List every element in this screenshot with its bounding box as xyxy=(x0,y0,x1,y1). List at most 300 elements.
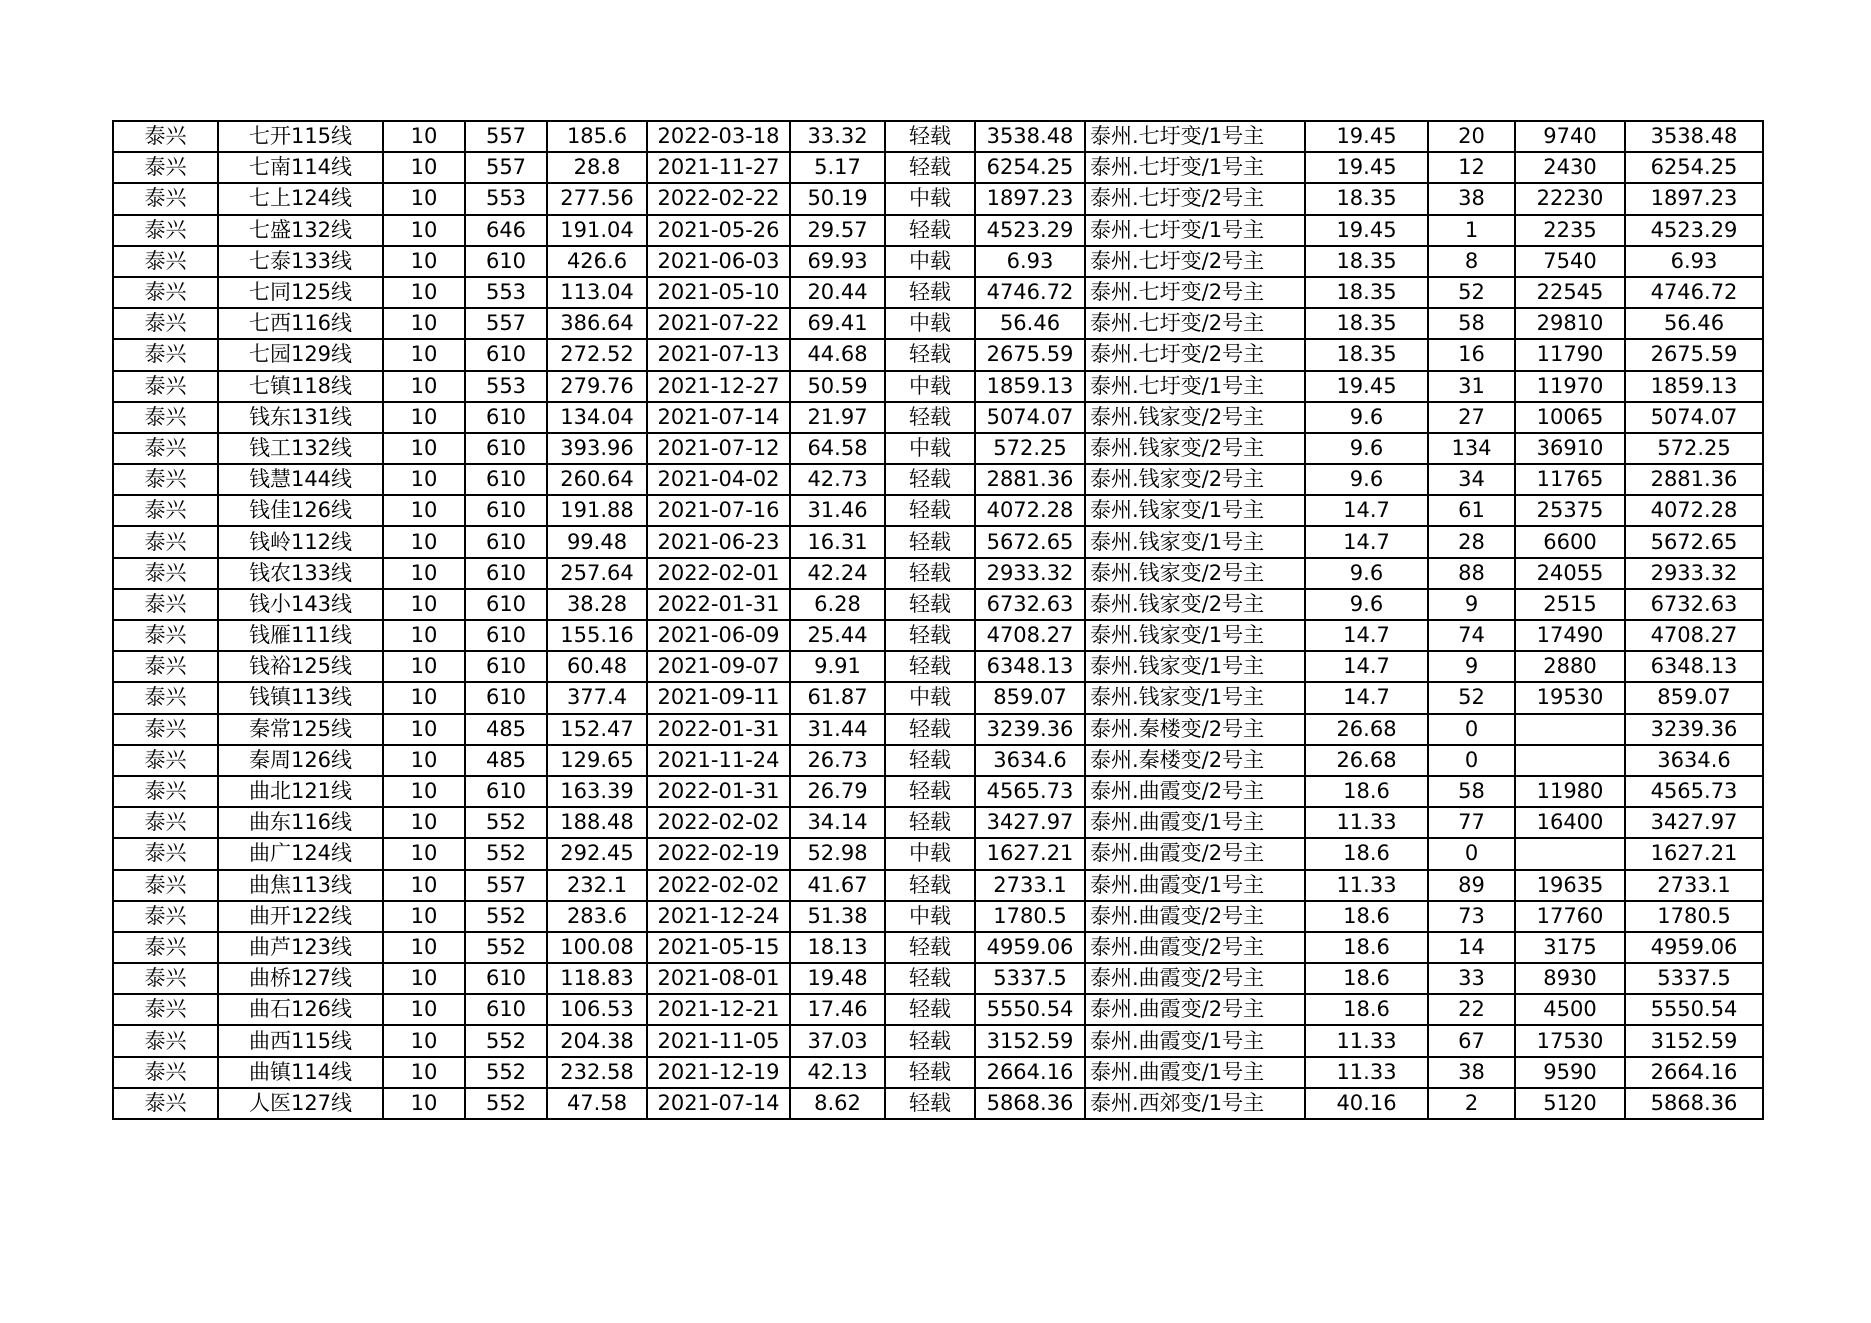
available-capacity-cell: 859.07 xyxy=(975,682,1085,713)
table-row xyxy=(113,1088,1763,1119)
transformer-load-rate-cell: 26.68 xyxy=(1305,745,1428,776)
margin-cell: 2733.1 xyxy=(1625,870,1763,901)
substation-transformer-cell: 泰州.七圩变/2号主 xyxy=(1085,277,1305,308)
margin-cell: 2933.32 xyxy=(1625,558,1763,589)
substation-transformer-cell: 泰州.钱家变/1号主 xyxy=(1085,495,1305,526)
line-name-cell: 曲焦113线 xyxy=(218,870,383,901)
transformer-load-rate-cell: 9.6 xyxy=(1305,558,1428,589)
load-rate-cell: 18.13 xyxy=(790,932,885,963)
date-cell: 2022-02-19 xyxy=(647,838,790,869)
load-status-cell: 中载 xyxy=(885,433,975,464)
load-rate-cell: 19.48 xyxy=(790,963,885,994)
table-row xyxy=(113,745,1763,776)
rated-current-cell: 610 xyxy=(465,776,547,807)
date-cell: 2022-01-31 xyxy=(647,776,790,807)
transformer-load-rate-cell: 19.45 xyxy=(1305,215,1428,246)
load-status-cell: 轻载 xyxy=(885,152,975,183)
substation-transformer-cell: 泰州.七圩变/1号主 xyxy=(1085,152,1305,183)
rated-current-cell: 552 xyxy=(465,932,547,963)
available-capacity-cell: 5550.54 xyxy=(975,994,1085,1025)
transformer-load-rate-cell: 9.6 xyxy=(1305,589,1428,620)
table-row xyxy=(113,870,1763,901)
load-rate-cell: 26.73 xyxy=(790,745,885,776)
load-rate-cell: 42.13 xyxy=(790,1057,885,1088)
line-name-cell: 曲芦123线 xyxy=(218,932,383,963)
line-name-cell: 人医127线 xyxy=(218,1088,383,1119)
substation-transformer-cell: 泰州.钱家变/1号主 xyxy=(1085,651,1305,682)
available-capacity-cell: 1627.21 xyxy=(975,838,1085,869)
transformer-load-rate-cell: 18.35 xyxy=(1305,277,1428,308)
load-status-cell: 轻载 xyxy=(885,464,975,495)
substation-transformer-cell: 泰州.西郊变/1号主 xyxy=(1085,1088,1305,1119)
load-status-cell: 中载 xyxy=(885,838,975,869)
line-name-cell: 七开115线 xyxy=(218,121,383,152)
max-current-cell: 47.58 xyxy=(547,1088,647,1119)
count-cell: 31 xyxy=(1428,371,1515,402)
margin-cell: 1897.23 xyxy=(1625,183,1763,214)
max-current-cell: 134.04 xyxy=(547,402,647,433)
rated-current-cell: 552 xyxy=(465,807,547,838)
line-name-cell: 曲西115线 xyxy=(218,1025,383,1056)
count-cell: 58 xyxy=(1428,776,1515,807)
load-rate-cell: 6.28 xyxy=(790,589,885,620)
table-row xyxy=(113,277,1763,308)
table-row xyxy=(113,402,1763,433)
date-cell: 2021-12-27 xyxy=(647,371,790,402)
line-name-cell: 曲镇114线 xyxy=(218,1057,383,1088)
load-status-cell: 轻载 xyxy=(885,558,975,589)
load-rate-cell: 69.41 xyxy=(790,308,885,339)
count-cell: 27 xyxy=(1428,402,1515,433)
county-cell: 泰兴 xyxy=(113,994,218,1025)
available-capacity-cell: 3538.48 xyxy=(975,121,1085,152)
capacity-cell: 22230 xyxy=(1515,183,1625,214)
count-cell: 14 xyxy=(1428,932,1515,963)
load-rate-cell: 42.24 xyxy=(790,558,885,589)
margin-cell: 5550.54 xyxy=(1625,994,1763,1025)
capacity-cell: 11980 xyxy=(1515,776,1625,807)
margin-cell: 2881.36 xyxy=(1625,464,1763,495)
rated-current-cell: 610 xyxy=(465,464,547,495)
capacity-cell: 3175 xyxy=(1515,932,1625,963)
capacity-cell: 9740 xyxy=(1515,121,1625,152)
substation-transformer-cell: 泰州.钱家变/1号主 xyxy=(1085,526,1305,557)
count-cell: 20 xyxy=(1428,121,1515,152)
county-cell: 泰兴 xyxy=(113,433,218,464)
available-capacity-cell: 4565.73 xyxy=(975,776,1085,807)
table-row xyxy=(113,558,1763,589)
margin-cell: 56.46 xyxy=(1625,308,1763,339)
substation-transformer-cell: 泰州.曲霞变/2号主 xyxy=(1085,776,1305,807)
table-row xyxy=(113,994,1763,1025)
voltage-cell: 10 xyxy=(383,371,465,402)
load-status-cell: 轻载 xyxy=(885,339,975,370)
margin-cell: 3538.48 xyxy=(1625,121,1763,152)
line-name-cell: 钱农133线 xyxy=(218,558,383,589)
available-capacity-cell: 4072.28 xyxy=(975,495,1085,526)
max-current-cell: 155.16 xyxy=(547,620,647,651)
available-capacity-cell: 6254.25 xyxy=(975,152,1085,183)
substation-transformer-cell: 泰州.七圩变/2号主 xyxy=(1085,246,1305,277)
max-current-cell: 106.53 xyxy=(547,994,647,1025)
voltage-cell: 10 xyxy=(383,183,465,214)
rated-current-cell: 610 xyxy=(465,402,547,433)
date-cell: 2021-05-10 xyxy=(647,277,790,308)
rated-current-cell: 610 xyxy=(465,495,547,526)
date-cell: 2021-07-12 xyxy=(647,433,790,464)
load-rate-cell: 5.17 xyxy=(790,152,885,183)
margin-cell: 6348.13 xyxy=(1625,651,1763,682)
rated-current-cell: 552 xyxy=(465,901,547,932)
max-current-cell: 272.52 xyxy=(547,339,647,370)
count-cell: 12 xyxy=(1428,152,1515,183)
date-cell: 2022-02-02 xyxy=(647,807,790,838)
line-name-cell: 曲东116线 xyxy=(218,807,383,838)
margin-cell: 3634.6 xyxy=(1625,745,1763,776)
table-row xyxy=(113,1025,1763,1056)
available-capacity-cell: 2733.1 xyxy=(975,870,1085,901)
table-row xyxy=(113,339,1763,370)
county-cell: 泰兴 xyxy=(113,308,218,339)
available-capacity-cell: 4523.29 xyxy=(975,215,1085,246)
available-capacity-cell: 6732.63 xyxy=(975,589,1085,620)
capacity-cell: 8930 xyxy=(1515,963,1625,994)
load-status-cell: 轻载 xyxy=(885,620,975,651)
rated-current-cell: 552 xyxy=(465,1057,547,1088)
date-cell: 2021-06-03 xyxy=(647,246,790,277)
table-row xyxy=(113,433,1763,464)
count-cell: 22 xyxy=(1428,994,1515,1025)
line-name-cell: 钱小143线 xyxy=(218,589,383,620)
county-cell: 泰兴 xyxy=(113,339,218,370)
rated-current-cell: 610 xyxy=(465,558,547,589)
county-cell: 泰兴 xyxy=(113,121,218,152)
county-cell: 泰兴 xyxy=(113,682,218,713)
capacity-cell: 17530 xyxy=(1515,1025,1625,1056)
transformer-load-rate-cell: 14.7 xyxy=(1305,495,1428,526)
county-cell: 泰兴 xyxy=(113,277,218,308)
date-cell: 2021-06-09 xyxy=(647,620,790,651)
margin-cell: 6.93 xyxy=(1625,246,1763,277)
table-row xyxy=(113,932,1763,963)
substation-transformer-cell: 泰州.七圩变/2号主 xyxy=(1085,339,1305,370)
date-cell: 2021-07-16 xyxy=(647,495,790,526)
max-current-cell: 100.08 xyxy=(547,932,647,963)
transformer-load-rate-cell: 18.35 xyxy=(1305,246,1428,277)
rated-current-cell: 557 xyxy=(465,121,547,152)
rated-current-cell: 552 xyxy=(465,1025,547,1056)
county-cell: 泰兴 xyxy=(113,246,218,277)
max-current-cell: 113.04 xyxy=(547,277,647,308)
load-status-cell: 轻载 xyxy=(885,651,975,682)
line-name-cell: 七上124线 xyxy=(218,183,383,214)
count-cell: 52 xyxy=(1428,682,1515,713)
voltage-cell: 10 xyxy=(383,464,465,495)
table-row xyxy=(113,776,1763,807)
available-capacity-cell: 5868.36 xyxy=(975,1088,1085,1119)
voltage-cell: 10 xyxy=(383,1025,465,1056)
date-cell: 2021-11-24 xyxy=(647,745,790,776)
load-status-cell: 轻载 xyxy=(885,1057,975,1088)
county-cell: 泰兴 xyxy=(113,1025,218,1056)
county-cell: 泰兴 xyxy=(113,807,218,838)
margin-cell: 4959.06 xyxy=(1625,932,1763,963)
capacity-cell: 22545 xyxy=(1515,277,1625,308)
load-status-cell: 轻载 xyxy=(885,121,975,152)
table-row xyxy=(113,308,1763,339)
load-rate-cell: 69.93 xyxy=(790,246,885,277)
load-status-cell: 轻载 xyxy=(885,932,975,963)
margin-cell: 859.07 xyxy=(1625,682,1763,713)
table-row xyxy=(113,620,1763,651)
table-row xyxy=(113,152,1763,183)
load-rate-cell: 21.97 xyxy=(790,402,885,433)
margin-cell: 6254.25 xyxy=(1625,152,1763,183)
voltage-cell: 10 xyxy=(383,246,465,277)
table-row xyxy=(113,682,1763,713)
county-cell: 泰兴 xyxy=(113,714,218,745)
voltage-cell: 10 xyxy=(383,620,465,651)
transformer-load-rate-cell: 18.6 xyxy=(1305,994,1428,1025)
load-rate-cell: 17.46 xyxy=(790,994,885,1025)
max-current-cell: 118.83 xyxy=(547,963,647,994)
voltage-cell: 10 xyxy=(383,339,465,370)
count-cell: 2 xyxy=(1428,1088,1515,1119)
substation-transformer-cell: 泰州.曲霞变/2号主 xyxy=(1085,932,1305,963)
voltage-cell: 10 xyxy=(383,526,465,557)
margin-cell: 4072.28 xyxy=(1625,495,1763,526)
available-capacity-cell: 4959.06 xyxy=(975,932,1085,963)
max-current-cell: 277.56 xyxy=(547,183,647,214)
load-rate-cell: 31.44 xyxy=(790,714,885,745)
load-status-cell: 中载 xyxy=(885,682,975,713)
available-capacity-cell: 3152.59 xyxy=(975,1025,1085,1056)
county-cell: 泰兴 xyxy=(113,402,218,433)
max-current-cell: 185.6 xyxy=(547,121,647,152)
rated-current-cell: 485 xyxy=(465,745,547,776)
voltage-cell: 10 xyxy=(383,932,465,963)
load-rate-cell: 33.32 xyxy=(790,121,885,152)
transformer-load-rate-cell: 11.33 xyxy=(1305,870,1428,901)
county-cell: 泰兴 xyxy=(113,963,218,994)
transformer-load-rate-cell: 11.33 xyxy=(1305,1025,1428,1056)
date-cell: 2021-08-01 xyxy=(647,963,790,994)
count-cell: 77 xyxy=(1428,807,1515,838)
load-status-cell: 中载 xyxy=(885,371,975,402)
voltage-cell: 10 xyxy=(383,402,465,433)
max-current-cell: 204.38 xyxy=(547,1025,647,1056)
table-body xyxy=(113,121,1763,1119)
substation-transformer-cell: 泰州.钱家变/2号主 xyxy=(1085,402,1305,433)
data-table xyxy=(112,120,1764,1120)
county-cell: 泰兴 xyxy=(113,620,218,651)
line-name-cell: 钱佳126线 xyxy=(218,495,383,526)
capacity-cell: 19635 xyxy=(1515,870,1625,901)
margin-cell: 3427.97 xyxy=(1625,807,1763,838)
voltage-cell: 10 xyxy=(383,745,465,776)
load-rate-cell: 51.38 xyxy=(790,901,885,932)
load-rate-cell: 26.79 xyxy=(790,776,885,807)
rated-current-cell: 646 xyxy=(465,215,547,246)
substation-transformer-cell: 泰州.曲霞变/1号主 xyxy=(1085,870,1305,901)
table-row xyxy=(113,246,1763,277)
line-name-cell: 曲桥127线 xyxy=(218,963,383,994)
voltage-cell: 10 xyxy=(383,1057,465,1088)
margin-cell: 3152.59 xyxy=(1625,1025,1763,1056)
max-current-cell: 188.48 xyxy=(547,807,647,838)
voltage-cell: 10 xyxy=(383,838,465,869)
transformer-load-rate-cell: 9.6 xyxy=(1305,402,1428,433)
date-cell: 2022-01-31 xyxy=(647,589,790,620)
count-cell: 8 xyxy=(1428,246,1515,277)
substation-transformer-cell: 泰州.钱家变/2号主 xyxy=(1085,464,1305,495)
load-status-cell: 轻载 xyxy=(885,745,975,776)
county-cell: 泰兴 xyxy=(113,558,218,589)
capacity-cell xyxy=(1515,838,1625,869)
table-row xyxy=(113,183,1763,214)
rated-current-cell: 553 xyxy=(465,371,547,402)
substation-transformer-cell: 泰州.曲霞变/2号主 xyxy=(1085,838,1305,869)
rated-current-cell: 553 xyxy=(465,277,547,308)
voltage-cell: 10 xyxy=(383,963,465,994)
load-status-cell: 轻载 xyxy=(885,994,975,1025)
capacity-cell: 17760 xyxy=(1515,901,1625,932)
line-name-cell: 七同125线 xyxy=(218,277,383,308)
date-cell: 2022-02-01 xyxy=(647,558,790,589)
available-capacity-cell: 6.93 xyxy=(975,246,1085,277)
substation-transformer-cell: 泰州.钱家变/1号主 xyxy=(1085,682,1305,713)
count-cell: 38 xyxy=(1428,183,1515,214)
available-capacity-cell: 572.25 xyxy=(975,433,1085,464)
capacity-cell: 11790 xyxy=(1515,339,1625,370)
load-status-cell: 轻载 xyxy=(885,495,975,526)
date-cell: 2022-03-18 xyxy=(647,121,790,152)
county-cell: 泰兴 xyxy=(113,1057,218,1088)
county-cell: 泰兴 xyxy=(113,932,218,963)
load-rate-cell: 29.57 xyxy=(790,215,885,246)
margin-cell: 1627.21 xyxy=(1625,838,1763,869)
table-row xyxy=(113,215,1763,246)
voltage-cell: 10 xyxy=(383,682,465,713)
table-row xyxy=(113,495,1763,526)
count-cell: 0 xyxy=(1428,745,1515,776)
voltage-cell: 10 xyxy=(383,495,465,526)
voltage-cell: 10 xyxy=(383,870,465,901)
capacity-cell: 16400 xyxy=(1515,807,1625,838)
max-current-cell: 260.64 xyxy=(547,464,647,495)
max-current-cell: 38.28 xyxy=(547,589,647,620)
available-capacity-cell: 2664.16 xyxy=(975,1057,1085,1088)
load-status-cell: 轻载 xyxy=(885,526,975,557)
rated-current-cell: 610 xyxy=(465,994,547,1025)
line-name-cell: 钱慧144线 xyxy=(218,464,383,495)
voltage-cell: 10 xyxy=(383,558,465,589)
rated-current-cell: 553 xyxy=(465,183,547,214)
rated-current-cell: 552 xyxy=(465,838,547,869)
margin-cell: 2675.59 xyxy=(1625,339,1763,370)
available-capacity-cell: 1780.5 xyxy=(975,901,1085,932)
line-name-cell: 曲开122线 xyxy=(218,901,383,932)
count-cell: 33 xyxy=(1428,963,1515,994)
date-cell: 2021-05-26 xyxy=(647,215,790,246)
line-name-cell: 钱岭112线 xyxy=(218,526,383,557)
count-cell: 9 xyxy=(1428,651,1515,682)
load-status-cell: 轻载 xyxy=(885,277,975,308)
substation-transformer-cell: 泰州.曲霞变/2号主 xyxy=(1085,963,1305,994)
capacity-cell: 17490 xyxy=(1515,620,1625,651)
available-capacity-cell: 56.46 xyxy=(975,308,1085,339)
rated-current-cell: 610 xyxy=(465,620,547,651)
line-name-cell: 秦常125线 xyxy=(218,714,383,745)
transformer-load-rate-cell: 18.6 xyxy=(1305,838,1428,869)
county-cell: 泰兴 xyxy=(113,215,218,246)
transformer-load-rate-cell: 11.33 xyxy=(1305,807,1428,838)
max-current-cell: 129.65 xyxy=(547,745,647,776)
load-status-cell: 轻载 xyxy=(885,1088,975,1119)
available-capacity-cell: 3634.6 xyxy=(975,745,1085,776)
transformer-load-rate-cell: 18.35 xyxy=(1305,339,1428,370)
count-cell: 73 xyxy=(1428,901,1515,932)
county-cell: 泰兴 xyxy=(113,776,218,807)
county-cell: 泰兴 xyxy=(113,589,218,620)
available-capacity-cell: 3239.36 xyxy=(975,714,1085,745)
line-name-cell: 钱东131线 xyxy=(218,402,383,433)
margin-cell: 2664.16 xyxy=(1625,1057,1763,1088)
line-name-cell: 曲北121线 xyxy=(218,776,383,807)
count-cell: 61 xyxy=(1428,495,1515,526)
available-capacity-cell: 4746.72 xyxy=(975,277,1085,308)
line-name-cell: 钱镇113线 xyxy=(218,682,383,713)
count-cell: 58 xyxy=(1428,308,1515,339)
transformer-load-rate-cell: 40.16 xyxy=(1305,1088,1428,1119)
transformer-load-rate-cell: 14.7 xyxy=(1305,620,1428,651)
transformer-load-rate-cell: 18.6 xyxy=(1305,932,1428,963)
county-cell: 泰兴 xyxy=(113,901,218,932)
load-rate-cell: 20.44 xyxy=(790,277,885,308)
rated-current-cell: 557 xyxy=(465,152,547,183)
load-status-cell: 轻载 xyxy=(885,215,975,246)
max-current-cell: 232.1 xyxy=(547,870,647,901)
line-name-cell: 钱雁111线 xyxy=(218,620,383,651)
line-name-cell: 七镇118线 xyxy=(218,371,383,402)
date-cell: 2022-02-02 xyxy=(647,870,790,901)
substation-transformer-cell: 泰州.七圩变/1号主 xyxy=(1085,371,1305,402)
line-name-cell: 七西116线 xyxy=(218,308,383,339)
count-cell: 1 xyxy=(1428,215,1515,246)
date-cell: 2021-04-02 xyxy=(647,464,790,495)
available-capacity-cell: 1897.23 xyxy=(975,183,1085,214)
available-capacity-cell: 6348.13 xyxy=(975,651,1085,682)
max-current-cell: 393.96 xyxy=(547,433,647,464)
count-cell: 0 xyxy=(1428,714,1515,745)
available-capacity-cell: 5672.65 xyxy=(975,526,1085,557)
margin-cell: 3239.36 xyxy=(1625,714,1763,745)
capacity-cell: 9590 xyxy=(1515,1057,1625,1088)
line-name-cell: 七园129线 xyxy=(218,339,383,370)
margin-cell: 5337.5 xyxy=(1625,963,1763,994)
county-cell: 泰兴 xyxy=(113,152,218,183)
max-current-cell: 283.6 xyxy=(547,901,647,932)
rated-current-cell: 610 xyxy=(465,526,547,557)
capacity-cell: 2880 xyxy=(1515,651,1625,682)
substation-transformer-cell: 泰州.曲霞变/2号主 xyxy=(1085,994,1305,1025)
table-row xyxy=(113,464,1763,495)
rated-current-cell: 610 xyxy=(465,246,547,277)
count-cell: 74 xyxy=(1428,620,1515,651)
substation-transformer-cell: 泰州.七圩变/2号主 xyxy=(1085,308,1305,339)
count-cell: 9 xyxy=(1428,589,1515,620)
capacity-cell xyxy=(1515,745,1625,776)
